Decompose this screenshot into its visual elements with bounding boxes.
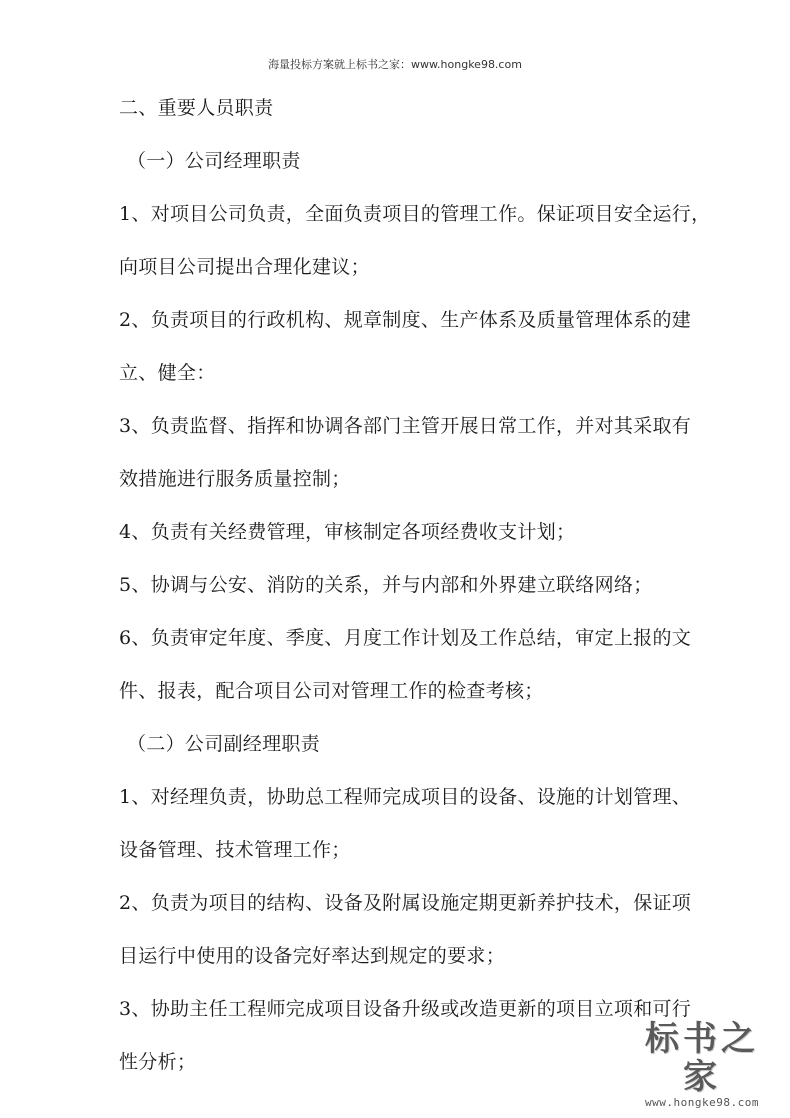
paragraph-line: 3、负责监督、指挥和协调各部门主管开展日常工作，并对其采取有 — [119, 415, 692, 437]
paragraph-line: 件、报表，配合项目公司对管理工作的检查考核； — [119, 680, 544, 702]
watermark-url: www.hongke98.com — [645, 1096, 759, 1109]
paragraph-line: 3、协助主任工程师完成项目设备升级或改造更新的项目立项和可行 — [119, 998, 692, 1020]
page-header: 海量投标方案就上标书之家：www.hongke98.com — [268, 58, 522, 71]
paragraph-line: 1、对项目公司负责，全面负责项目的管理工作。保证项目安全运行， — [119, 203, 711, 225]
watermark-logo-text: 标书之家 — [645, 1019, 759, 1097]
paragraph-line: 2、负责项目的行政机构、规章制度、生产体系及质量管理体系的建 — [119, 309, 692, 331]
paragraph-line: 效措施进行服务质量控制； — [119, 468, 351, 490]
paragraph-line: 向项目公司提出合理化建议； — [119, 256, 370, 278]
subsection-heading: （一）公司经理职责 — [127, 150, 301, 172]
paragraph-line: 2、负责为项目的结构、设备及附属设施定期更新养护技术，保证项 — [119, 892, 692, 914]
paragraph-line: 立、健全： — [119, 362, 216, 384]
subsection-heading: （二）公司副经理职责 — [127, 733, 321, 755]
paragraph-line: 4、负责有关经费管理，审核制定各项经费收支计划； — [119, 521, 576, 543]
watermark-logo — [632, 1020, 772, 1110]
paragraph-line: 1、对经理负责，协助总工程师完成项目的设备、设施的计划管理、 — [119, 786, 692, 808]
section-heading: 二、重要人员职责 — [119, 97, 274, 119]
paragraph-line: 6、负责审定年度、季度、月度工作计划及工作总结，审定上报的文 — [119, 627, 692, 649]
paragraph-line: 5、协调与公安、消防的关系，并与内部和外界建立联络网络； — [119, 574, 653, 596]
paragraph-line: 设备管理、技术管理工作； — [119, 839, 351, 861]
paragraph-line: 目运行中使用的设备完好率达到规定的要求； — [119, 945, 506, 967]
paragraph-line: 性分析； — [119, 1051, 197, 1073]
